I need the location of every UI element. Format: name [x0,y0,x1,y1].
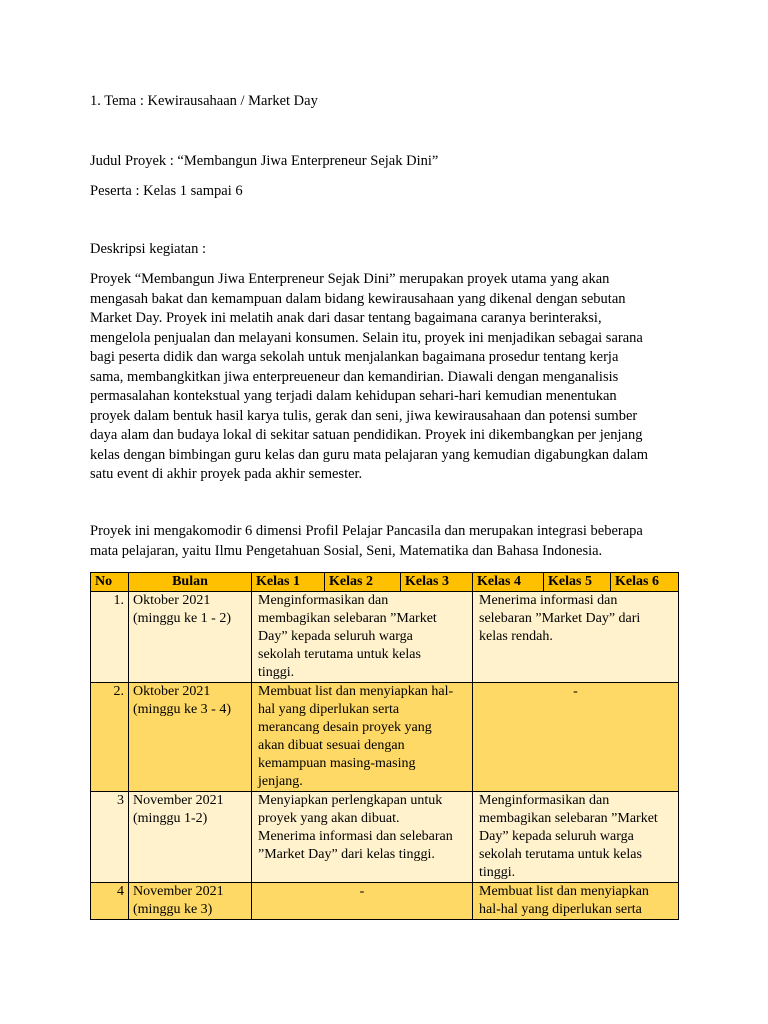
header-kelas-3: Kelas 3 [401,573,473,592]
schedule-table [90,572,679,920]
header-no: No [91,573,129,592]
row-number: 2. [91,683,129,792]
peserta-line: Peserta : Kelas 1 sampai 6 [90,183,243,199]
judul-proyek-line: Judul Proyek : “Membangun Jiwa Enterpreneur Sejak Dini” [90,153,439,169]
tema-line: 1. Tema : Kewirausahaan / Market Day [90,93,318,109]
upper-grades-cell: Menginformasikan dan membagikan selebaran ”Market Day” kepada seluruh warga sekolah terutama untuk kelas tinggi. [473,792,679,883]
description-line: sama, membangkitkan jiwa enterpreueneur dan kemandirian. Diawali dengan menganalisis [90,368,619,385]
row-number: 3 [91,792,129,883]
upper-grades-cell: Menerima informasi dan selebaran ”Market Day” dari kelas rendah. [473,592,679,683]
table-header-row [91,573,679,592]
description-line: mengelola penjualan dan melayani konsumen. Selain itu, proyek ini menjadikan sebagai sarana [90,329,643,346]
lower-grades-cell: Membuat list dan menyiapkan hal- hal yang diperlukan serta merancang desain proyek yang akan dibuat sesuai dengan kemampuan masing-masing jenjang. [252,683,473,792]
description-paragraph [90,270,690,485]
month-cell: Oktober 2021 (minggu ke 1 - 2) [129,592,252,683]
table-row [91,792,679,883]
description-line: Market Day. Proyek ini melatih anak dari dasar tentang bagaimana caranya berinteraksi, [90,310,602,326]
description-line: daya alam dan budaya lokal di sekitar satuan pendidikan. Proyek ini dikembangkan per jenjang [90,427,643,443]
header-kelas-4: Kelas 4 [473,573,544,592]
lower-grades-cell: Menyiapkan perlengkapan untuk proyek yang akan dibuat. Menerima informasi dan selebaran ”Market Day” dari kelas tinggi. [252,792,473,883]
integration-line: mata pelajaran, yaitu Ilmu Pengetahuan Sosial, Seni, Matematika dan Bahasa Indonesia. [90,542,603,559]
integration-paragraph [90,522,690,561]
month-cell: November 2021 (minggu ke 3) [129,883,252,920]
upper-grades-cell: Membuat list dan menyiapkan hal-hal yang diperlukan serta [473,883,679,920]
header-kelas-2: Kelas 2 [325,573,401,592]
upper-grades-cell: - [473,683,679,792]
row-number: 1. [91,592,129,683]
header-kelas-5: Kelas 5 [544,573,611,592]
description-line: proyek dalam bentuk hasil karya tulis, gerak dan seni, jiwa kewirausahaan dan potensi sumber [90,407,638,424]
header-bulan: Bulan [129,573,252,592]
lower-grades-cell: - [252,883,473,920]
table-row [91,683,679,792]
header-kelas-1: Kelas 1 [252,573,325,592]
month-cell: November 2021 (minggu 1-2) [129,792,252,883]
lower-grades-cell: Menginformasikan dan membagikan selebaran ”Market Day” kepada seluruh warga sekolah terutama untuk kelas tinggi. [252,592,473,683]
header-kelas-6: Kelas 6 [611,573,679,592]
deskripsi-label: Deskripsi kegiatan : [90,241,206,257]
description-line: kelas dengan bimbingan guru kelas dan guru mata pelajaran yang kemudian digabungkan dalam [90,446,649,463]
description-line: permasalahan kontekstual yang terjadi dalam kehidupan sehari-hari kemudian menentukan [90,388,617,404]
description-line: mengasah bakat dan kemampuan dalam bidang kewirausahaan yang dikenal dengan sebutan [90,290,626,307]
month-cell: Oktober 2021 (minggu ke 3 - 4) [129,683,252,792]
table-row [91,883,679,920]
description-line: Proyek “Membangun Jiwa Enterpreneur Sejak Dini” merupakan proyek utama yang akan [90,271,610,287]
table-row [91,592,679,683]
row-number: 4 [91,883,129,920]
description-line: bagi peserta didik dan warga sekolah untuk menjalankan bagaimana prosedur tentang kerja [90,349,619,365]
description-line: satu event di akhir proyek pada akhir semester. [90,466,363,482]
integration-line: Proyek ini mengakomodir 6 dimensi Profil Pelajar Pancasila dan merupakan integrasi beberapa [90,523,643,539]
